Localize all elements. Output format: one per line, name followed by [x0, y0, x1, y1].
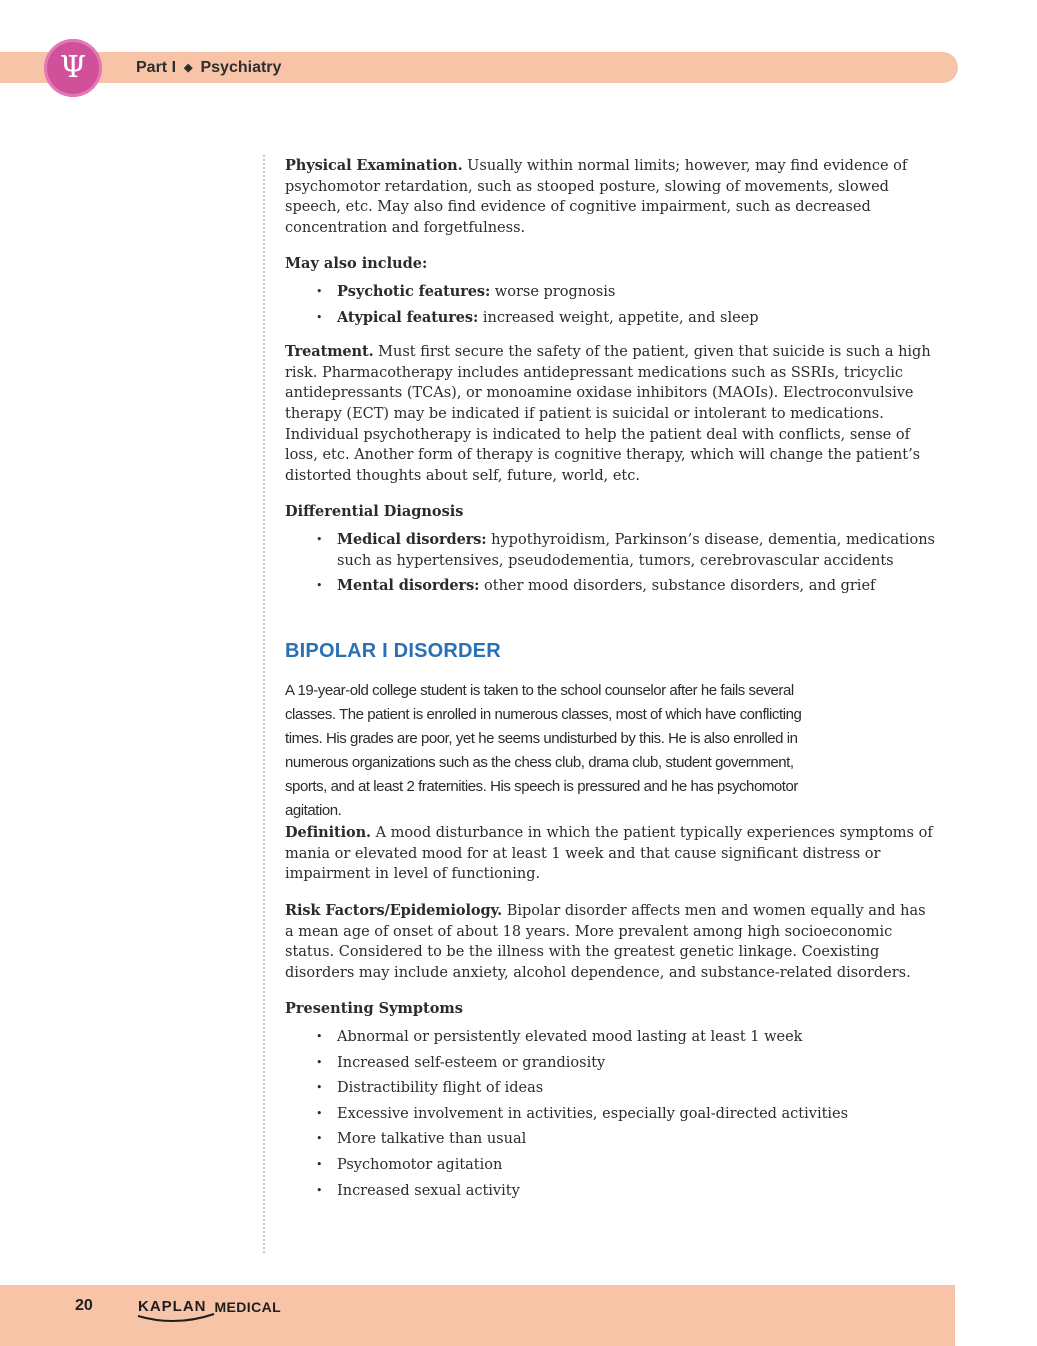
brand-name [138, 1298, 207, 1315]
treatment-paragraph [285, 342, 937, 486]
list-item-text: other mood disorders, substance disorders, and grief [479, 578, 876, 595]
list-item: • Abnormal or persistently elevated mood lasting at least 1 week [337, 1027, 937, 1048]
differential-list [285, 530, 937, 597]
list-item: • Distractibility flight of ideas [337, 1078, 937, 1099]
header-separator-icon: ◆ [184, 62, 193, 74]
definition-paragraph [285, 823, 937, 885]
definition-lead: Definition. [285, 824, 371, 842]
bipolar-heading: BIPOLAR I DISORDER [285, 639, 501, 662]
margin-rule [263, 155, 265, 1253]
list-item [337, 530, 937, 571]
brand-swoosh-icon [136, 1313, 218, 1327]
list-item: • Increased sexual activity [337, 1181, 937, 1202]
header-title: Psychiatry [200, 59, 282, 76]
psi-badge-icon [44, 39, 102, 97]
section-spacer [285, 611, 937, 641]
physical-exam-lead: Physical Examination. [285, 157, 463, 174]
list-item-text: increased weight, appetite, and sleep [478, 309, 759, 326]
list-item-text: hypothyroidism, Parkinson’s disease, dementia, medications such as hypertensives, pseudodementia, tumors, cerebrovascular accidents [337, 531, 935, 569]
physical-exam-paragraph [285, 156, 937, 238]
list-item [337, 308, 937, 329]
page-content [285, 156, 937, 1215]
risk-lead: Risk Factors/Epidemiology. [285, 902, 503, 920]
risk-text: Bipolar disorder affects men and women equally and has a mean age of onset of about 18 years. More prevalent among high socioeconomic status. Considered to be the illness with the greatest genetic linkage. Coexisting disorders may include anxiety, alcohol dependence, and substance-related disorders. [285, 903, 926, 981]
list-item: • Psychomotor agitation [337, 1155, 937, 1176]
list-item-lead: Atypical features: [337, 308, 479, 326]
header-part: Part I [136, 59, 177, 76]
running-header [136, 57, 281, 79]
list-item [337, 576, 937, 597]
brand-suffix: MEDICAL [214, 1299, 282, 1315]
list-item [337, 282, 937, 303]
list-item: • Increased self-esteem or grandiosity [337, 1053, 937, 1074]
kaplan-medical-logo [138, 1298, 281, 1328]
symptoms-list [285, 1027, 937, 1201]
list-item: • More talkative than usual [337, 1129, 937, 1150]
list-item: • Excessive involvement in activities, especially goal-directed activities [337, 1104, 937, 1125]
definition-text: A mood disturbance in which the patient typically experiences symptoms of mania or elevated mood for at least 1 week and that cause significant distress or impairment in level of functioning. [285, 825, 933, 883]
list-item-lead: Medical disorders: [337, 530, 487, 548]
list-item-lead: Psychotic features: [337, 282, 491, 300]
risk-paragraph [285, 901, 937, 983]
may-also-include-list [285, 282, 937, 328]
case-vignette: A 19-year-old college student is taken to the school counselor after he fails several classes. The patient is enrolled in numerous classes, most of which have conflicting times. His grades are poor, yet he seems undisturbed by this. He is also enrolled in numerous organizations such as the chess club, drama club, student government, sports, and at least 2 fraternities. His speech is pressured and he has psychomotor agitation. [285, 682, 802, 820]
differential-heading: Differential Diagnosis [285, 503, 464, 521]
may-also-include-heading: May also include: [285, 255, 428, 273]
brand-name-text: KAPLAN [138, 1298, 207, 1315]
page-number: 20 [75, 1297, 93, 1314]
list-item-text: worse prognosis [490, 283, 616, 300]
treatment-lead: Treatment. [285, 343, 374, 361]
psi-symbol: Ψ [59, 50, 87, 85]
physical-exam-text: Usually within normal limits; however, may find evidence of psychomotor retardation, such as stooped posture, slowing of movements, slowed speech, etc. May also find evidence of cognitive impairment, such as decreased concentration and forgetfulness. [285, 158, 908, 236]
treatment-text: Must first secure the safety of the patient, given that suicide is such a high risk. Pharmacotherapy includes antidepressant medications such as SSRIs, tricyclic antidepressants (TCAs), or monoamine oxidase inhibitors (MAOIs). Electroconvulsive therapy (ECT) may be indicated if patient is suicidal or intolerant to medications. Individual psychotherapy is indicated to help the patient deal with conflicts, sense of loss, etc. Another form of therapy is cognitive therapy, which will change the patient’s distorted thoughts about self, future, world, etc. [285, 344, 931, 484]
list-item-lead: Mental disorders: [337, 577, 480, 595]
symptoms-heading: Presenting Symptoms [285, 1000, 463, 1018]
